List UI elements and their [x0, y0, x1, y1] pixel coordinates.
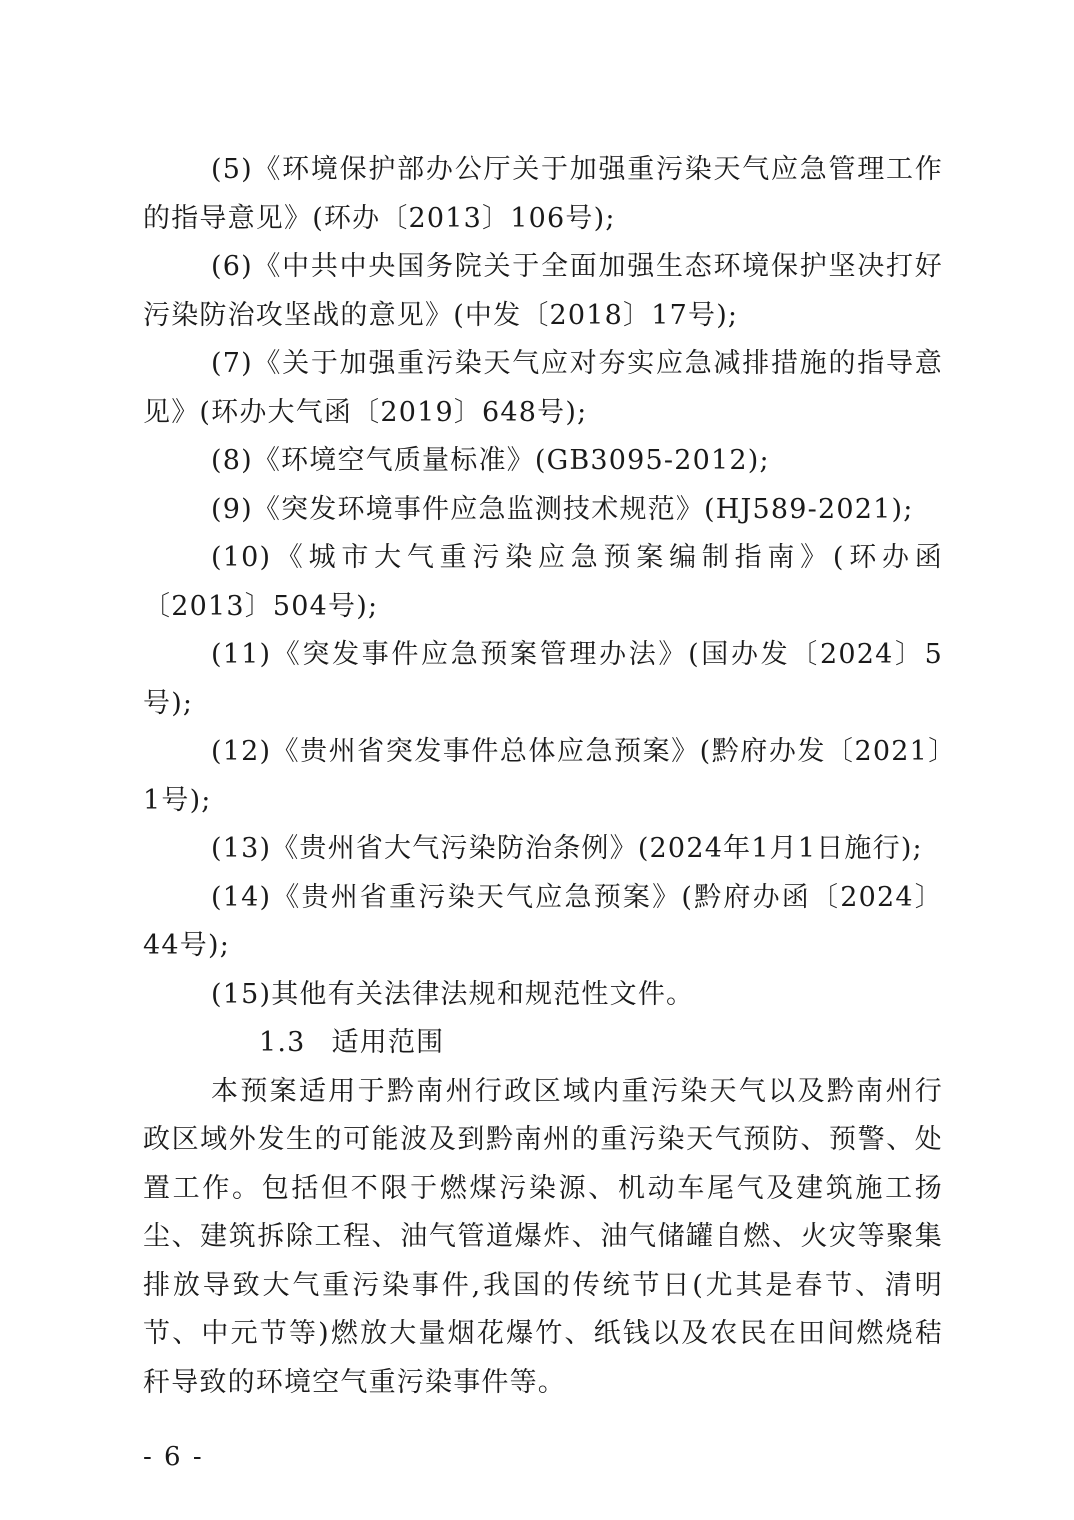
- reference-item-12: (12)《贵州省突发事件总体应急预案》(黔府办发〔2021〕1号);: [143, 736, 943, 816]
- reference-item-13: (13)《贵州省大气污染防治条例》(2024年1月1日施行);: [211, 833, 923, 864]
- section-body: 本预案适用于黔南州行政区域内重污染天气以及黔南州行政区域外发生的可能波及到黔南州的重污染天气预防、预警、处置工作。包括但不限于燃煤污染源、机动车尾气及建筑施工扬尘、建筑拆除工程、油气管道爆炸、油气储罐自燃、火灾等聚集排放导致大气重污染事件,我国的传统节日(尤其是春节、清明节、中元节等)燃放大量烟花爆竹、纸钱以及农民在田间燃烧秸秆导致的环境空气重污染事件等。: [143, 1075, 943, 1398]
- reference-item-9: (9)《突发环境事件应急监测技术规范》(HJ589-2021);: [211, 493, 914, 525]
- reference-item-15: (15)其他有关法律法规和规范性文件。: [211, 978, 695, 1010]
- reference-item-5: (5)《环境保护部办公厅关于加强重污染天气应急管理工作的指导意见》(环办〔2013〕106号);: [143, 154, 943, 234]
- reference-item-7: (7)《关于加强重污染天气应对夯实应急减排措施的指导意见》(环办大气函〔2019〕648号);: [143, 348, 943, 428]
- page-number: - 6 -: [143, 1442, 204, 1472]
- reference-item-6: (6)《中共中央国务院关于全面加强生态环境保护坚决打好污染防治攻坚战的意见》(中发〔2018〕17号);: [143, 251, 943, 331]
- reference-item-11: (11)《突发事件应急预案管理办法》(国办发〔2024〕5号);: [143, 639, 943, 719]
- reference-item-10: (10)《城市大气重污染应急预案编制指南》(环办函〔2013〕504号);: [143, 542, 943, 622]
- section-title: 适用范围: [331, 1027, 445, 1058]
- section-number: 1.3: [259, 1027, 306, 1058]
- reference-item-14: (14)《贵州省重污染天气应急预案》(黔府办函〔2024〕44号);: [143, 881, 943, 961]
- document-body: [143, 146, 943, 1407]
- section-heading: [143, 1019, 943, 1068]
- reference-item-8: (8)《环境空气质量标准》(GB3095-2012);: [211, 445, 770, 476]
